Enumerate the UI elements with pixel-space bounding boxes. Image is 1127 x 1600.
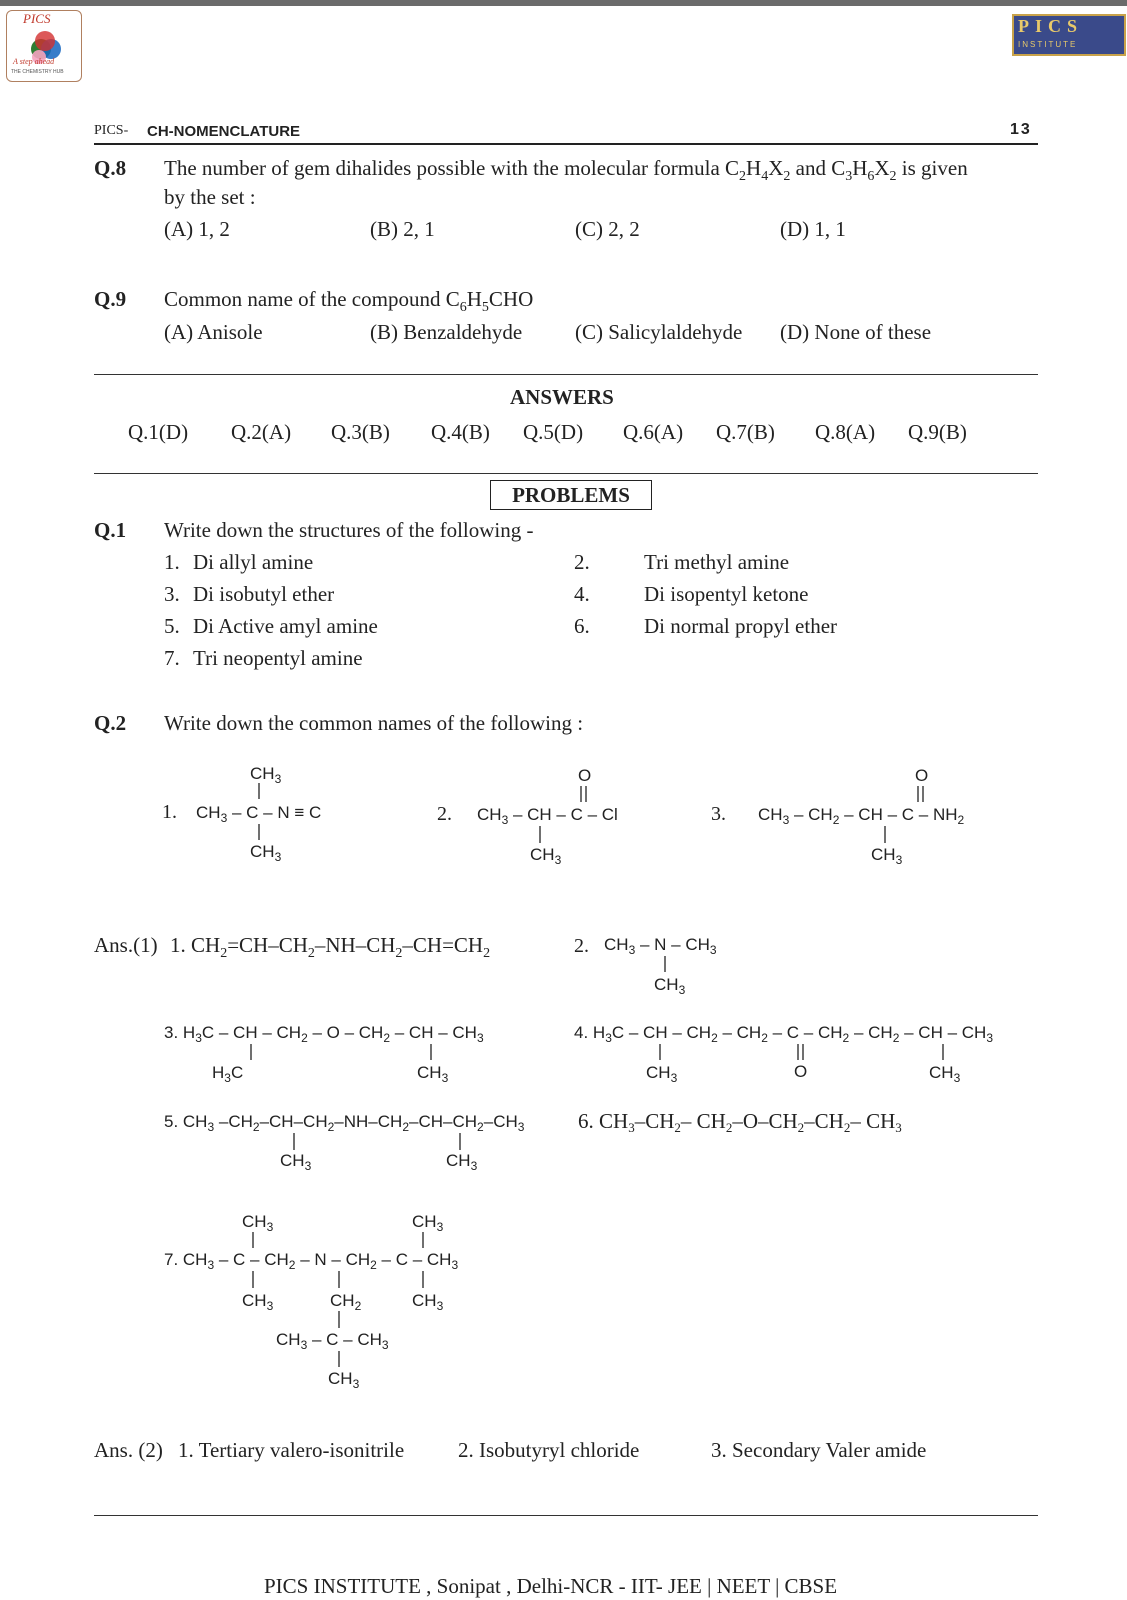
ans1-structure-2 [574,935,717,997]
svg-text:CH3: $CH_3$ [412,1291,444,1313]
svg-text:H3C: $H_3C$ [212,1063,244,1085]
q2-structure-2 [437,766,618,867]
answer-item: Q.8(A) [815,420,876,444]
footer-rule [94,1515,1038,1516]
q1-item-text: Di normal propyl ether [644,614,838,638]
svg-text:CH3: $CH_3$ [654,975,686,997]
answer-item: Q.3(B) [331,420,390,444]
q8-text: The number of gem dihalides possible with the molecular formula $C_2H_4X_2$ and $C_3H_6X_2$ is given [164,156,968,185]
logo-right-sub: INSTITUTE [1018,40,1078,49]
svg-text:3. H3C – CH – CH2 – O – CH2 –: 3. $H_3C$ – CH – $CH_2$ – O – $CH_2$ – CH – $CH_3$ [164,1023,484,1045]
q8-option-a: (A) 1, 2 [164,217,230,241]
problems-title: PROBLEMS [490,480,652,510]
q1-item-num: 6. [574,614,590,638]
p-q1-text: Write down the structures of the following - [164,518,534,542]
q9-option-c: (C) Salicylaldehyde [575,320,743,344]
q1-item-num: 2. [574,550,590,574]
logo-right-letter: S [1067,16,1084,36]
q1-item-num: 7. [164,646,180,670]
q8-number: Q.8 [94,156,127,180]
svg-text:CH3: $CH_3$ [871,845,903,867]
answer-item: Q.1(D) [128,420,189,444]
ans1-structure-5 [164,1112,525,1173]
ans2-item-1: 1. Tertiary valero-isonitrile [178,1438,405,1462]
q1-item-num: 1. [164,550,180,574]
q2-structure-1 [162,764,321,864]
svg-text:CH3: $CH_3$ [242,1212,274,1234]
ans1-structure-1: 1. $CH_2=CH-CH_2-NH-CH_2-CH=CH_2$ [170,933,491,962]
answer-item: Q.2(A) [231,420,292,444]
svg-text:CH3 – CH – C – Cl: $CH_3$ – CH – C – Cl [477,805,618,827]
q9-option-d: (D) None of these [780,320,932,344]
svg-text:CH2: $CH_2$ [330,1291,362,1313]
svg-text:CH3: $CH_3$ [412,1212,444,1234]
answer-item: Q.7(B) [716,420,775,444]
answer-item: Q.9(B) [908,420,967,444]
svg-text:7. CH3 – C – CH2 – N – CH2 –: 7. $CH_3$ – C – $CH_2$ – N – $CH_2$ – C – $CH_3$ [164,1250,459,1272]
logo-right-letter: P [1018,16,1035,36]
chapter-title: CH-NOMENCLATURE [147,123,301,140]
q1-item-text: Di isobutyl ether [193,582,335,606]
ans2-label: Ans. (2) [94,1438,163,1462]
q1-item-text: Tri neopentyl amine [193,646,363,670]
svg-text:CH3: $CH_3$ [250,842,282,864]
ans1-structure-7 [164,1212,458,1391]
ans1-label: Ans.(1) [94,933,158,957]
svg-text:CH3: $CH_3$ [242,1291,274,1313]
q8-text-line2: by the set : [164,185,256,209]
q1-item-text: Di isopentyl ketone [644,582,809,606]
q2-structure-3 [711,766,965,867]
svg-text:CH3 – C – N ≡ C: $CH_3 - C - N \equiv C$ [196,803,322,825]
answer-item: Q.6(A) [623,420,684,444]
svg-text:6. CH3–CH2– CH2–O–CH2–CH2– CH: 6. CH3–CH2– CH2–O–CH2–CH2– CH3 [578,1109,902,1135]
q8-option-d: (D) 1, 1 [780,217,846,241]
svg-text:CH3 – C – CH3: $CH_3$ – C – $CH_3$ [276,1330,389,1352]
logo-left-subtag: THE CHEMISTRY HUB [11,69,64,75]
svg-text:5. CH3 –CH2–CH–CH2–NH–CH2–CH–C: 5. $CH_3$ $-CH_2-CH-CH_2-NH-CH_2-CH-CH_2-CH_3$ [164,1112,525,1134]
logo-left-tagline: A step ahead [13,57,55,66]
q8-option-b: (B) 2, 1 [370,217,435,241]
svg-text:CH3: $CH_3$ [646,1063,678,1085]
q1-item-text: Di allyl amine [193,550,314,574]
svg-text:CH3: $CH_3$ [929,1063,961,1085]
header-prefix: PICS- [94,123,129,138]
ans2-item-3: 3. Secondary Valer amide [711,1438,927,1462]
svg-text:2.: 2. [437,803,452,825]
page-number: 13 [1010,121,1032,138]
logo-right-letter: C [1048,16,1068,36]
ans2-item-2: 2. Isobutyryl chloride [458,1438,640,1462]
logo-left-word: PICS [23,11,51,26]
ans1-structure-4 [574,1023,993,1085]
p-q2-number: Q.2 [94,711,127,735]
answer-item: Q.5(D) [523,420,584,444]
svg-text:O: O [578,766,592,785]
q1-item-text: Di Active amyl amine [193,614,378,638]
svg-text:CH3: $CH_3$ [328,1369,360,1391]
q1-item-num: 4. [574,582,590,606]
svg-text:CH3: $CH_3$ [250,764,282,786]
p-q1-number: Q.1 [94,518,127,542]
svg-text:CH3: $CH_3$ [280,1151,312,1173]
svg-text:O: O [915,766,929,785]
svg-text:CH3: $CH_3$ [446,1151,478,1173]
q1-item-num: 3. [164,582,180,606]
q1-item-num: 5. [164,614,180,638]
q8-option-c: (C) 2, 2 [575,217,640,241]
answer-item: Q.4(B) [431,420,490,444]
svg-text:CH3 – N – CH3: $CH_3$ – N – $CH_3$ [604,935,717,957]
footer-text: PICS INSTITUTE , Sonipat , Delhi-NCR - IIT- JEE | NEET | CBSE [264,1574,838,1598]
svg-text:1.: 1. [162,801,177,823]
ans1-structure-6 [578,1109,902,1135]
q9-text: Common name of the compound $C_6H_5CHO$ [164,287,534,316]
svg-text:4. H3C – CH – CH2 – CH2 – C –: 4. $H_3C$ – CH – $CH_2 - CH_2$ – C – $CH_2 - CH_2$ – CH – $CH_3$ [574,1023,993,1045]
svg-text:CH3: $CH_3$ [530,845,562,867]
ans1-structure-3 [164,1023,484,1085]
logo-right-letter: I [1035,16,1049,36]
answers-title: ANSWERS [510,385,614,409]
svg-text:CH3: $CH_3$ [417,1063,449,1085]
svg-text:2.: 2. [574,935,589,957]
svg-text:O: O [794,1062,808,1081]
svg-text:3.: 3. [711,803,726,825]
q1-item-text: Tri methyl amine [644,550,790,574]
svg-text:CH3 – CH2 – CH – C – NH2: $CH_3 - CH_2$ – CH – C – $NH_2$ [758,805,965,827]
q9-option-a: (A) Anisole [164,320,263,344]
q9-option-b: (B) Benzaldehyde [370,320,523,344]
p-q2-text: Write down the common names of the following : [164,711,584,735]
q9-number: Q.9 [94,287,127,311]
